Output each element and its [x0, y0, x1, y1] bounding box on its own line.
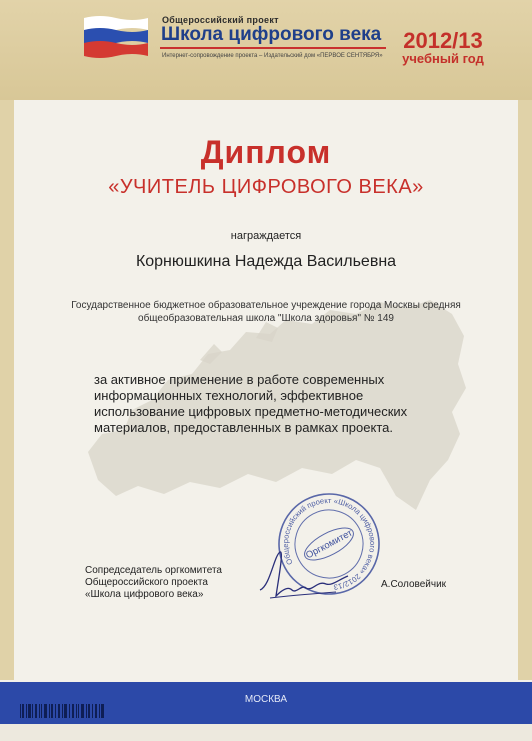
recipient-name: Корнюшкина Надежда Васильевна	[135, 253, 397, 270]
awarded-label: награждается	[230, 230, 302, 242]
academic-year-label: учебный год	[402, 51, 484, 66]
cochair-line: Сопредседатель оргкомитета	[85, 565, 222, 576]
barcode-icon	[20, 704, 106, 718]
header-divider	[160, 47, 386, 49]
cochair-title	[85, 565, 285, 601]
russian-flag-icon	[84, 14, 148, 58]
stamp-center-text: Оргкомитет	[304, 527, 355, 562]
stamp-ring-text: Общероссийский проект «Школа цифрового века» 2012/13	[280, 495, 378, 592]
diploma-subtitle: «УЧИТЕЛЬ ЦИФРОВОГО ВЕКА»	[108, 176, 424, 198]
handwritten-signature	[256, 546, 352, 604]
signer-name: А.Соловейчик	[381, 579, 447, 590]
cochair-line: Общероссийского проекта	[85, 577, 208, 588]
recipient-organization: Государственное бюджетное образовательное учреждение города Москвы средняя общеобразовательная школа "Школа здоровья" № 149	[71, 300, 461, 324]
cochair-line: «Школа цифрового века»	[85, 589, 204, 600]
bottom-strip	[0, 724, 532, 741]
diploma-title: Диплом	[200, 134, 332, 170]
award-reason: за активное применение в работе современных информационных технологий, эффективное использование цифровых предметно-методических материалов, предоставленных в рамках проекта.	[94, 372, 408, 435]
academic-year: 2012/13	[403, 28, 483, 53]
footer-city: МОСКВА	[244, 694, 288, 705]
project-subline: Интернет-сопровождение проекта – Издательский дом «ПЕРВОЕ СЕНТЯБРЯ»	[162, 53, 383, 59]
project-name: Школа цифрового века	[161, 24, 382, 45]
project-kicker: Общероссийский проект	[162, 15, 279, 25]
